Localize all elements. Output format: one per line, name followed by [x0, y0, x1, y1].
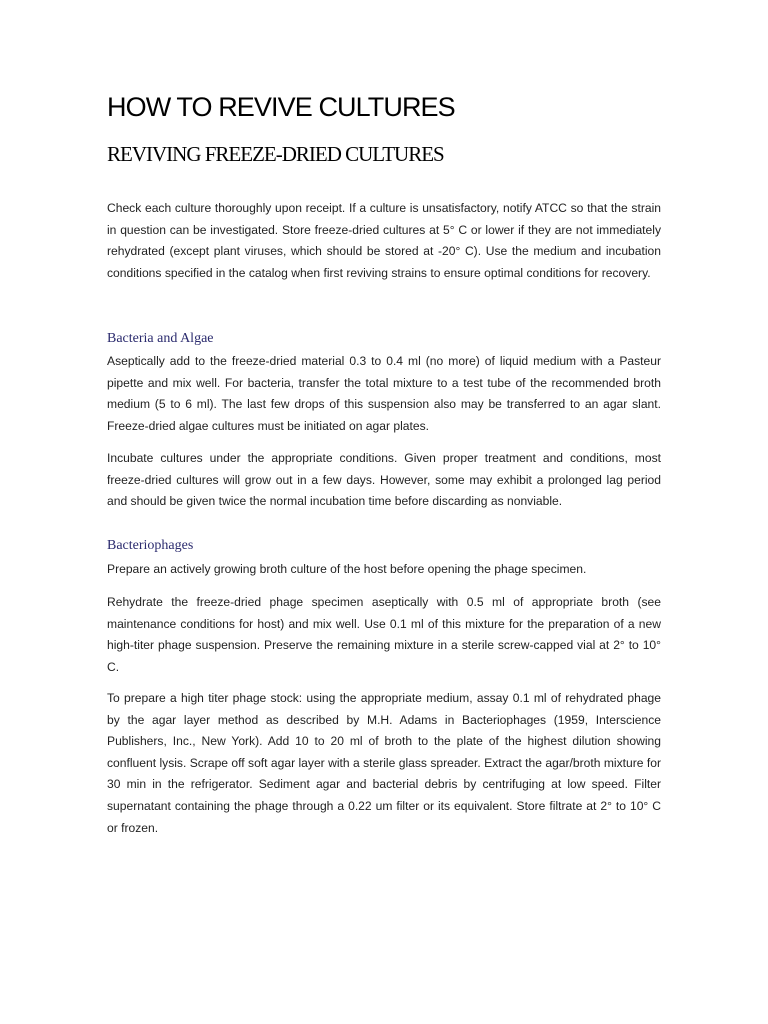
section-heading-bacteriophages: Bacteriophages	[107, 538, 194, 553]
phage-paragraph-2: Rehydrate the freeze-dried phage specimen aseptically with 0.5 ml of appropriate broth (see maintenance conditions for host) and mix well. Use 0.1 ml of this mixture for the preparation of a new high-titer phage suspension. Preserve the remaining mixture in a sterile screw-capped vial at 2° to 10° C.	[107, 595, 661, 674]
phage-paragraph-1: Prepare an actively growing broth culture of the host before opening the phage specimen.	[107, 562, 587, 576]
page-subtitle: REVIVING FREEZE-DRIED CULTURES	[107, 142, 444, 166]
intro-paragraph: Check each culture thoroughly upon receipt. If a culture is unsatisfactory, notify ATCC so that the strain in question can be investigated. Store freeze-dried cultures at 5° C or lower if they are not immediately rehydrated (except plant viruses, which should be stored at -20° C). Use the medium and incubation conditions specified in the catalog when first reviving strains to ensure optimal conditions for recovery.	[107, 201, 661, 280]
bacteria-paragraph-2: Incubate cultures under the appropriate conditions. Given proper treatment and conditions, most freeze-dried cultures will grow out in a few days. However, some may exhibit a prolonged lag period and should be given twice the normal incubation time before discarding as nonviable.	[107, 451, 661, 509]
section-heading-bacteria-algae: Bacteria and Algae	[107, 331, 214, 346]
page-title: HOW TO REVIVE CULTURES	[107, 92, 455, 122]
phage-paragraph-3: To prepare a high titer phage stock: using the appropriate medium, assay 0.1 ml of rehydrated phage by the agar layer method as described by M.H. Adams in Bacteriophages (1959, Interscience Publishers, Inc., New York). Add 10 to 20 ml of broth to the plate of the highest dilution showing confluent lysis. Scrape off soft agar layer with a sterile glass spreader. Extract the agar/broth mixture for 30 min in the refrigerator. Sediment agar and bacterial debris by centrifuging at low speed. Filter supernatant containing the phage through a 0.22 um filter or its equivalent. Store filtrate at 2° to 10° C or frozen.	[107, 691, 661, 835]
bacteria-paragraph-1: Aseptically add to the freeze-dried material 0.3 to 0.4 ml (no more) of liquid medium with a Pasteur pipette and mix well. For bacteria, transfer the total mixture to a test tube of the recommended broth medium (5 to 6 ml). The last few drops of this suspension also may be transferred to an agar slant. Freeze-dried algae cultures must be initiated on agar plates.	[107, 354, 661, 433]
